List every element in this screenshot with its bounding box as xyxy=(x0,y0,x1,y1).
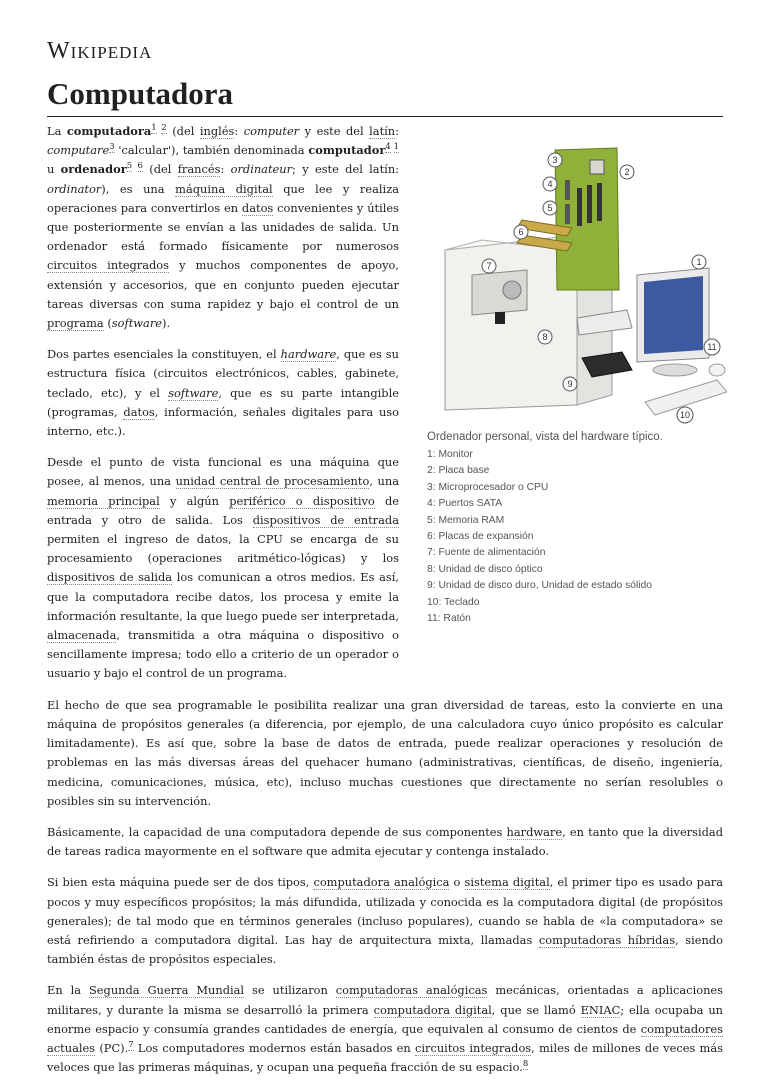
term-computador: computador xyxy=(308,143,386,158)
ref-1b[interactable]: 1 xyxy=(393,142,399,153)
legend-item: 9: Unidad de disco duro, Unidad de estado sólido xyxy=(427,580,652,592)
link-dispositivos-entrada[interactable]: dispositivos de entrada xyxy=(252,512,400,527)
intro-paragraph: La computadora$^{1 2}$ (del inglés: computer y este del latín: computare$^3$ 'calcular'), también denominada computador$^{4 1}$ u ordenador$^{5 6}$ (del francés: ordinateur; y este del latín: ordinator), es una máquina digital que lee y realiza operaciones para convertirlos en datos convenientes y útiles que posteriormente se envían a las unidades de salida. Un ordenador está formado físicamente por numerosos circuitos integrados y muchos componentes de apoyo, extensión y accesorios, que en conjunto pueden ejecutar tareas diversas con suma rapidez y bajo el control de un programa (software). xyxy=(47,123,399,331)
ref-5[interactable]: 5 xyxy=(126,161,133,172)
callout-10: 10 xyxy=(679,410,691,420)
link-maquina-digital[interactable]: máquina digital xyxy=(175,181,273,196)
callout-5: 5 xyxy=(547,203,553,213)
link-computadoras-analogicas[interactable]: computadoras analógicas xyxy=(335,983,488,998)
link-sistema-digital[interactable]: sistema digital xyxy=(464,875,550,890)
link-ingles[interactable]: inglés xyxy=(199,124,235,138)
link-computadora-digital[interactable]: computadora digital xyxy=(373,1002,492,1017)
callout-2: 2 xyxy=(624,167,630,177)
page-title: Computadora xyxy=(47,72,723,117)
ref-1[interactable]: 1 xyxy=(151,123,157,133)
link-memoria-principal[interactable]: memoria principal xyxy=(47,493,160,508)
paragraph-4: El hecho de que sea programable le posibilita realizar una gran diversidad de tareas, esto la convierte en una máquina de propósitos generales (a diferencia, por ejemplo, de una calculadora cuyo único propósito es calcular limitadamente). Es así que, sobre la base de datos de entrada, puede realizar operaciones y resolución de problemas en las más diversas áreas del quehacer humano (administrativas, científicas, de diseño, ingeniería, medicina, comunicaciones, música, etc), incluso muchas cuestiones que directamente no serían resolubles o posibles sin su intervención. xyxy=(47,697,723,808)
ref-2[interactable]: 2 xyxy=(161,123,167,133)
legend-item: 8: Unidad de disco óptico xyxy=(427,563,543,575)
link-periferico[interactable]: periférico o dispositivo xyxy=(229,493,375,508)
link-hardware[interactable]: hardware xyxy=(280,347,337,362)
term-computadora: computadora xyxy=(66,124,152,138)
link-computadora-analogica[interactable]: computadora analógica xyxy=(313,875,450,890)
link-datos-2[interactable]: datos xyxy=(123,404,155,419)
callout-1: 1 xyxy=(696,257,702,267)
article-body xyxy=(47,122,723,1089)
callout-9: 9 xyxy=(567,379,573,389)
link-dispositivos-salida[interactable]: dispositivos de salida xyxy=(47,570,173,585)
wikipedia-logo[interactable]: Wikipedia xyxy=(47,38,153,64)
paragraph-3: Desde el punto de vista funcional es una máquina que posee, al menos, una unidad central de procesamiento, una memoria principal y algún periférico o dispositivo de entrada y otro de salida. Los dispositivos de entrada permiten el ingreso de datos, la CPU se encarga de su procesamiento (operaciones aritmético-lógicas) y los dispositivos de salida los comunican a otros medios. Es así, que la computadora recibe datos, los procesa y emite la información resultante, la que luego puede ser interpretada, almacenada, transmitida a otra máquina o dispositivo o sencillamente impresa; todo ello a criterio de un operador o usuario y bajo el control de un programa. xyxy=(47,455,400,681)
legend-item: 1: Monitor xyxy=(427,449,473,460)
link-circuitos-integrados-2[interactable]: circuitos integrados xyxy=(415,1040,532,1055)
callout-11: 11 xyxy=(707,342,717,352)
legend-item: 3: Microprocesador o CPU xyxy=(427,481,549,493)
ref-8[interactable]: 8 xyxy=(522,1059,529,1070)
caption-title: Ordenador personal, vista del hardware típico. xyxy=(427,431,663,443)
legend-item: 11: Ratón xyxy=(427,613,471,625)
legend-item: 5: Memoria RAM xyxy=(427,514,505,526)
callout-7: 7 xyxy=(486,261,492,271)
link-computadoras-hibridas[interactable]: computadoras híbridas xyxy=(538,932,676,947)
ref-4[interactable]: 4 xyxy=(385,142,391,153)
link-cpu[interactable]: unidad central de procesamiento xyxy=(175,474,370,489)
link-circuitos-integrados[interactable]: circuitos integrados xyxy=(47,258,169,273)
paragraph-6: Si bien esta máquina puede ser de dos tipos, computadora analógica o sistema digital, el primer tipo es usado para pocos y muy específicos propósitos; la más difundida, utilizada y conocida es la computadora digital (de propósitos generales); de tal modo que en términos generales (incluso populares), cuando se habla de «la computadora» se está refiriendo a computadora digital. Las hay de arquitectura mixta, llamadas computadoras híbridas, siendo también éstas de propósitos especiales. xyxy=(47,875,723,967)
link-programa[interactable]: programa xyxy=(47,316,104,331)
term-ordenador: ordenador xyxy=(60,162,127,177)
legend-item: 6: Placas de expansión xyxy=(427,531,534,543)
paragraph-5: Básicamente, la capacidad de una computadora depende de sus componentes hardware, en tanto que la diversidad de tareas radica mayormente en el software que admita ejecutar y contenga instalado. xyxy=(47,824,723,859)
legend-item: 10: Teclado xyxy=(427,596,480,608)
ref-7[interactable]: 7 xyxy=(128,1039,134,1050)
callout-3: 3 xyxy=(552,155,558,165)
link-eniac[interactable]: ENIAC xyxy=(580,1002,621,1017)
legend-item: 7: Fuente de alimentación xyxy=(427,547,546,559)
legend-item: 2: Placa base xyxy=(427,465,490,477)
link-frances[interactable]: francés xyxy=(177,162,221,177)
link-latin[interactable]: latín xyxy=(369,124,396,138)
link-almacenada[interactable]: almacenada xyxy=(47,628,117,643)
paragraph-7: En la Segunda Guerra Mundial se utilizaron computadoras analógicas mecánicas, orientadas a aplicaciones militares, y durante la misma se desarrolló la primera computadora digital, que se llamó ENIAC; ella ocupaba un enorme espacio y consumía grandes cantidades de energía, que equivalen al consumo de cientos de computadores actuales (PC).$^7$ Los computadores modernos están basados en circuitos integrados, miles de millones de veces más veloces que las primeras máquinas, y ocupan una pequeña fracción de su espacio.$^8$ xyxy=(47,983,723,1075)
paragraph-2: Dos partes esenciales la constituyen, el hardware, que es su estructura física (circuitos electrónicos, cables, gabinete, teclado, etc), y el software, que es su parte intangible (programas, datos, información, señales digitales para uso interno, etc.). xyxy=(47,347,399,439)
ref-6[interactable]: 6 xyxy=(137,161,143,172)
legend-item: 4: Puertos SATA xyxy=(427,498,503,510)
callout-8: 8 xyxy=(542,332,548,342)
link-datos[interactable]: datos xyxy=(241,200,274,215)
link-segunda-guerra-mundial[interactable]: Segunda Guerra Mundial xyxy=(89,983,245,998)
link-software[interactable]: software xyxy=(168,385,219,400)
link-hardware-2[interactable]: hardware xyxy=(506,824,563,839)
link-computadores-actuales[interactable]: computadores actuales xyxy=(47,1021,723,1055)
callout-4: 4 xyxy=(547,179,553,189)
callout-6: 6 xyxy=(518,227,524,237)
ref-3[interactable]: 3 xyxy=(109,142,115,153)
